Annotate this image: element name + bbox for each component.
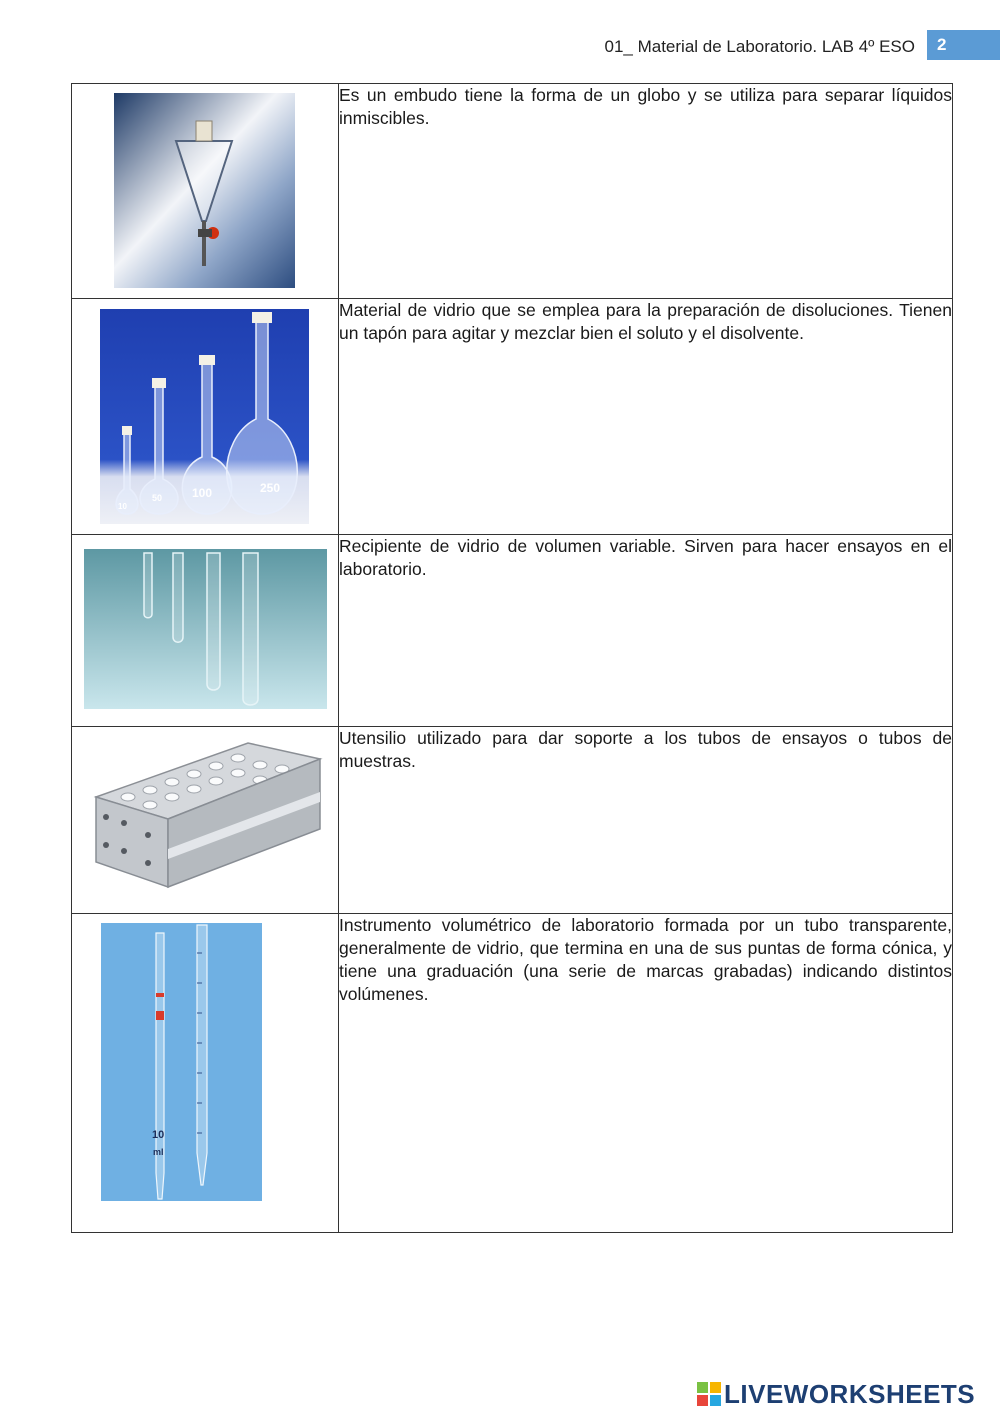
test-tube-rack-photo xyxy=(88,737,324,897)
image-cell xyxy=(72,535,339,727)
description-cell: Instrumento volumétrico de laboratorio formada por un tubo transparente, generalmente de vidrio, que termina en una de sus puntas de forma cónica, y tiene una graduación (una serie de marcas grabadas) indicando distintos volúmenes. xyxy=(339,914,953,1233)
page-header xyxy=(0,30,1000,70)
table-row xyxy=(72,84,953,299)
flask-label: 10 xyxy=(118,502,127,511)
table-row xyxy=(72,299,953,535)
page-number-badge: 2 xyxy=(927,30,1000,58)
table-row xyxy=(72,535,953,727)
image-cell xyxy=(72,84,339,299)
liveworksheets-logo xyxy=(697,1378,975,1410)
image-cell xyxy=(72,727,339,914)
flask-label: 100 xyxy=(192,486,213,500)
image-cell xyxy=(72,299,339,535)
image-cell xyxy=(72,914,339,1233)
description-cell: Material de vidrio que se emplea para la preparación de disoluciones. Tienen un tapón para agitar y mezclar bien el soluto y el disolvente. xyxy=(339,299,953,535)
pipettes-photo xyxy=(101,923,262,1201)
pipette-label: ml xyxy=(153,1147,164,1157)
logo-text: LIVEWORKSHEETS xyxy=(724,1378,976,1409)
description-cell: Es un embudo tiene la forma de un globo y se utiliza para separar líquidos inmiscibles. xyxy=(339,84,953,299)
pipette-label: 10 xyxy=(152,1129,165,1141)
flask-label: 250 xyxy=(260,481,281,495)
description-cell: Utensilio utilizado para dar soporte a los tubos de ensayos o tubos de muestras. xyxy=(339,727,953,914)
header-title: 01_ Material de Laboratorio. LAB 4º ESO xyxy=(604,37,915,56)
flask-label: 50 xyxy=(152,493,163,503)
separatory-funnel-photo xyxy=(114,93,295,288)
materials-table xyxy=(71,83,953,1233)
volumetric-flasks-photo xyxy=(100,309,309,524)
liveworksheets-logo-icon xyxy=(697,1382,721,1406)
description-cell: Recipiente de vidrio de volumen variable. Sirven para hacer ensayos en el laboratorio. xyxy=(339,535,953,727)
table-row xyxy=(72,914,953,1233)
table-row xyxy=(72,727,953,914)
header-accent-line xyxy=(927,58,1000,60)
test-tubes-photo xyxy=(84,549,327,709)
